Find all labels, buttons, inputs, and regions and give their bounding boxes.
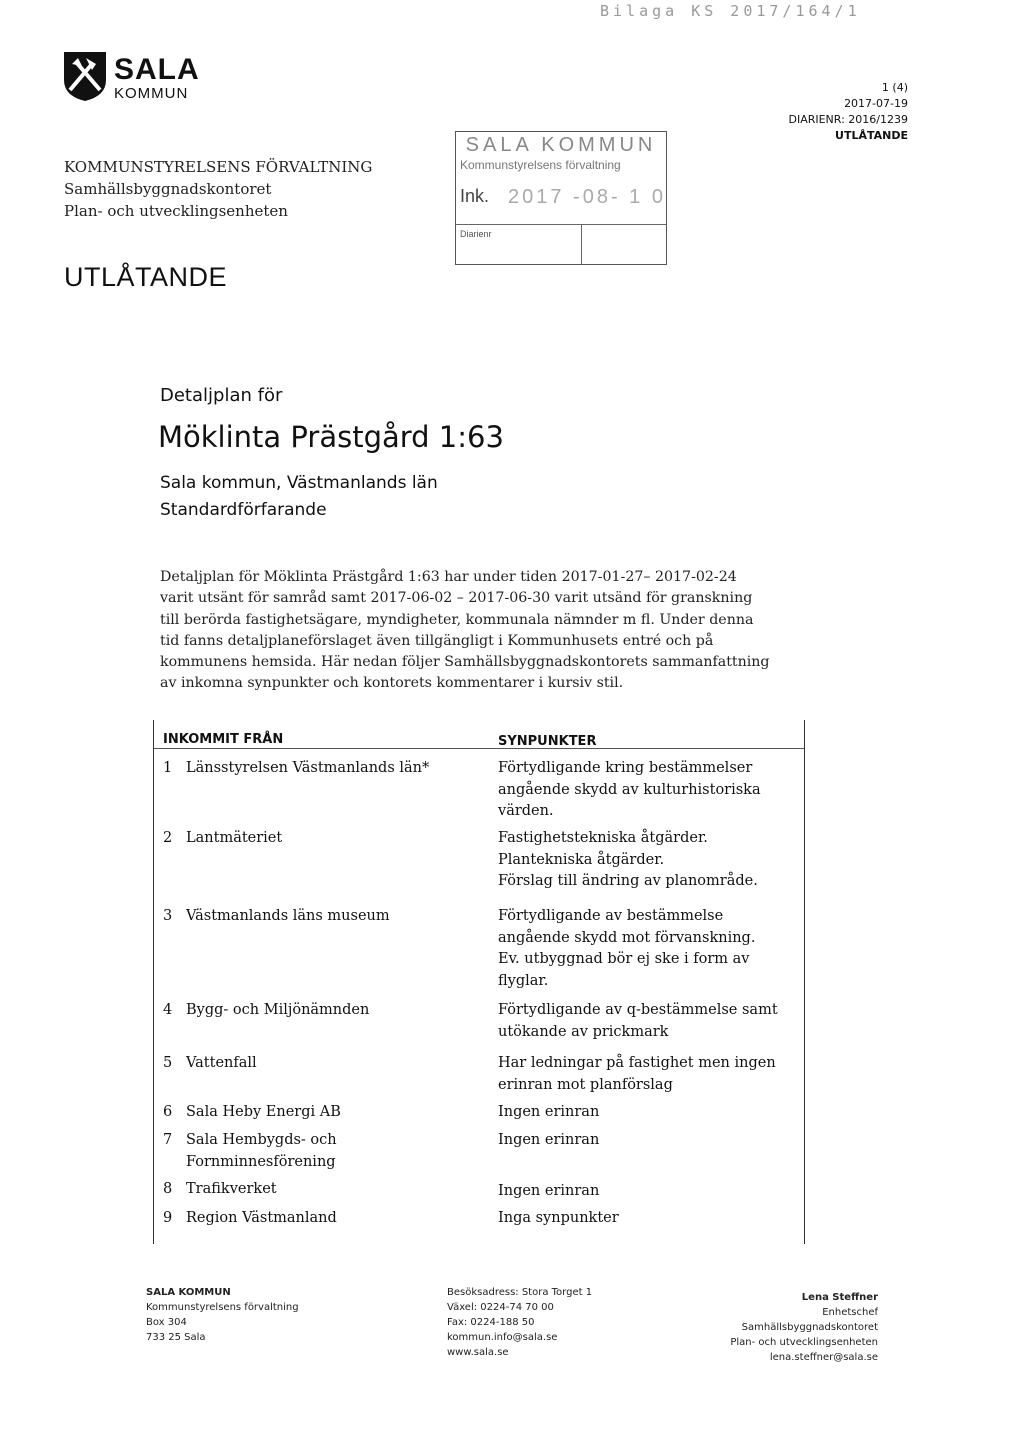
department-line-1: KOMMUNSTYRELSENS FÖRVALTNING	[64, 158, 373, 176]
column-header-from: INKOMMIT FRÅN	[163, 732, 284, 747]
row-source: Sala Hembygds- och Fornminnesförening	[186, 1132, 337, 1170]
signatory-name: Lena Steffner	[801, 1292, 878, 1303]
doc-type: UTLÅTANDE	[835, 129, 908, 142]
row-number: 5	[163, 1055, 173, 1071]
footer-phone: Växel: 0224-74 70 00	[447, 1302, 554, 1313]
comments-table	[150, 720, 806, 1244]
footer-signatory	[730, 1290, 878, 1365]
comment-line: Förtydligande kring bestämmelser	[498, 760, 753, 776]
footer-contact	[447, 1285, 592, 1360]
subject-line-1: Detaljplan för	[160, 385, 283, 406]
row-comments	[498, 1053, 798, 1096]
row-comments	[498, 1181, 798, 1203]
stamp-column-divider	[581, 224, 582, 264]
intro-line: tid fanns detaljplaneförslaget även tillgängligt i Kommunhusets entré och på	[160, 632, 714, 649]
row-source: Vattenfall	[186, 1055, 257, 1071]
page-number: 1 (4)	[881, 81, 908, 94]
signatory-email[interactable]: lena.steffner@sala.se	[769, 1352, 878, 1363]
municipality-crest-icon	[62, 50, 108, 106]
comment-line: Plantekniska åtgärder.	[498, 851, 665, 868]
comment-line: Inga synpunkter	[498, 1210, 619, 1226]
row-source: Sala Heby Energi AB	[186, 1104, 341, 1120]
logo-sub: KOMMUN	[114, 85, 189, 102]
comment-line: Förtydligande av bestämmelse	[498, 908, 724, 924]
footer-visit-address: Besöksadress: Stora Torget 1	[447, 1287, 593, 1298]
stamp-ink-label: Ink.	[460, 186, 490, 206]
table-right-border	[804, 720, 805, 1244]
footer-line: Kommunstyrelsens förvaltning	[146, 1302, 299, 1313]
row-comments	[498, 1130, 798, 1152]
comment-line: värden.	[498, 803, 554, 819]
footer-org: SALA KOMMUN	[146, 1287, 231, 1298]
stamp-org: SALA KOMMUN	[465, 134, 657, 156]
row-number: 3	[163, 908, 173, 924]
intro-line: kommunens hemsida. Här nedan följer Samhällsbyggnadskontorets sammanfattning	[160, 654, 770, 671]
table-left-border	[153, 720, 154, 1244]
diarienr: DIARIENR: 2016/1239	[788, 113, 908, 126]
subject-line-3: Sala kommun, Västmanlands län	[160, 473, 438, 493]
comment-line: Har ledningar på fastighet men ingen	[498, 1055, 776, 1071]
intro-line: till berörda fastighetsägare, myndigheter, kommunala nämnder m fl. Under denna	[160, 611, 754, 628]
page-title: UTLÅTANDE	[64, 262, 228, 292]
intro-paragraph	[160, 567, 810, 695]
row-number: 4	[163, 1002, 173, 1018]
stamp-sub: Kommunstyrelsens förvaltning	[460, 158, 621, 172]
signatory-office: Samhällsbyggnadskontoret	[741, 1322, 878, 1333]
row-source: Lantmäteriet	[186, 830, 283, 846]
received-stamp	[455, 131, 667, 265]
department-line-2: Samhällsbyggnadskontoret	[64, 180, 272, 198]
row-comments	[498, 1208, 798, 1230]
row-source: Region Västmanland	[186, 1210, 337, 1226]
logo-name: SALA	[114, 53, 200, 86]
header-underline	[154, 748, 804, 749]
stamp-divider	[456, 224, 666, 225]
subject-line-4: Standardförfarande	[160, 500, 327, 520]
signatory-title: Enhetschef	[822, 1307, 878, 1318]
footer-email[interactable]: kommun.info@sala.se	[447, 1332, 558, 1343]
signatory-unit: Plan- och utvecklingsenheten	[730, 1337, 878, 1348]
stamp-diarienr-label: Diarienr	[460, 229, 492, 239]
row-comments	[498, 906, 798, 992]
row-number: 8	[163, 1181, 173, 1197]
row-number: 2	[163, 830, 173, 846]
comment-line: Ingen erinran	[498, 1183, 600, 1199]
row-comments	[498, 1102, 798, 1124]
comment-line: Förtydligande av q-bestämmelse samt	[498, 1002, 778, 1018]
row-number: 1	[163, 760, 173, 776]
row-number: 6	[163, 1104, 173, 1120]
document-meta	[788, 80, 908, 144]
row-number: 9	[163, 1210, 173, 1226]
intro-line: av inkomna synpunkter och kontorets kommentarer i kursiv stil.	[160, 675, 624, 692]
footer-address	[146, 1285, 299, 1345]
comment-line: Förslag till ändring av planområde.	[498, 873, 758, 889]
comment-line: angående skydd av kulturhistoriska	[498, 781, 761, 798]
comment-line: Fastighetstekniska åtgärder.	[498, 830, 708, 846]
row-source: Länsstyrelsen Västmanlands län*	[186, 760, 430, 776]
sala-kommun-logo	[62, 50, 200, 106]
footer-website[interactable]: www.sala.se	[447, 1347, 509, 1358]
comment-line: flyglar.	[498, 972, 549, 989]
intro-line: varit utsänt för samråd samt 2017-06-02 – 2017-06-30 varit utsänd för granskning	[160, 590, 753, 607]
footer-fax: Fax: 0224-188 50	[447, 1317, 535, 1328]
comment-line: Ingen erinran	[498, 1132, 600, 1148]
comment-line: angående skydd mot förvanskning.	[498, 929, 756, 946]
stamp-date: 2017 -08- 1 0	[508, 186, 666, 208]
row-source: Västmanlands läns museum	[186, 908, 390, 924]
row-number: 7	[163, 1132, 173, 1148]
row-source: Bygg- och Miljönämnden	[186, 1002, 370, 1018]
department-block	[64, 156, 372, 222]
row-comments	[498, 758, 798, 823]
footer-line: 733 25 Sala	[146, 1332, 206, 1343]
row-comments	[498, 828, 798, 893]
row-comments	[498, 1000, 798, 1043]
comment-line: erinran mot planförslag	[498, 1076, 673, 1093]
subject-title: Möklinta Prästgård 1:63	[158, 420, 504, 454]
row-source: Trafikverket	[186, 1181, 277, 1197]
department-line-3: Plan- och utvecklingsenheten	[64, 202, 288, 220]
comment-line: utökande av prickmark	[498, 1023, 669, 1040]
footer-line: Box 304	[146, 1317, 187, 1328]
column-header-comments: SYNPUNKTER	[498, 734, 597, 749]
comment-line: Ingen erinran	[498, 1104, 600, 1120]
intro-line: Detaljplan för Möklinta Prästgård 1:63 har under tiden 2017-01-27– 2017-02-24	[160, 569, 737, 585]
comment-line: Ev. utbyggnad bör ej ske i form av	[498, 951, 750, 967]
document-date: 2017-07-19	[844, 97, 908, 110]
scan-header-mark: Bilaga KS 2017/164/1	[600, 2, 861, 20]
